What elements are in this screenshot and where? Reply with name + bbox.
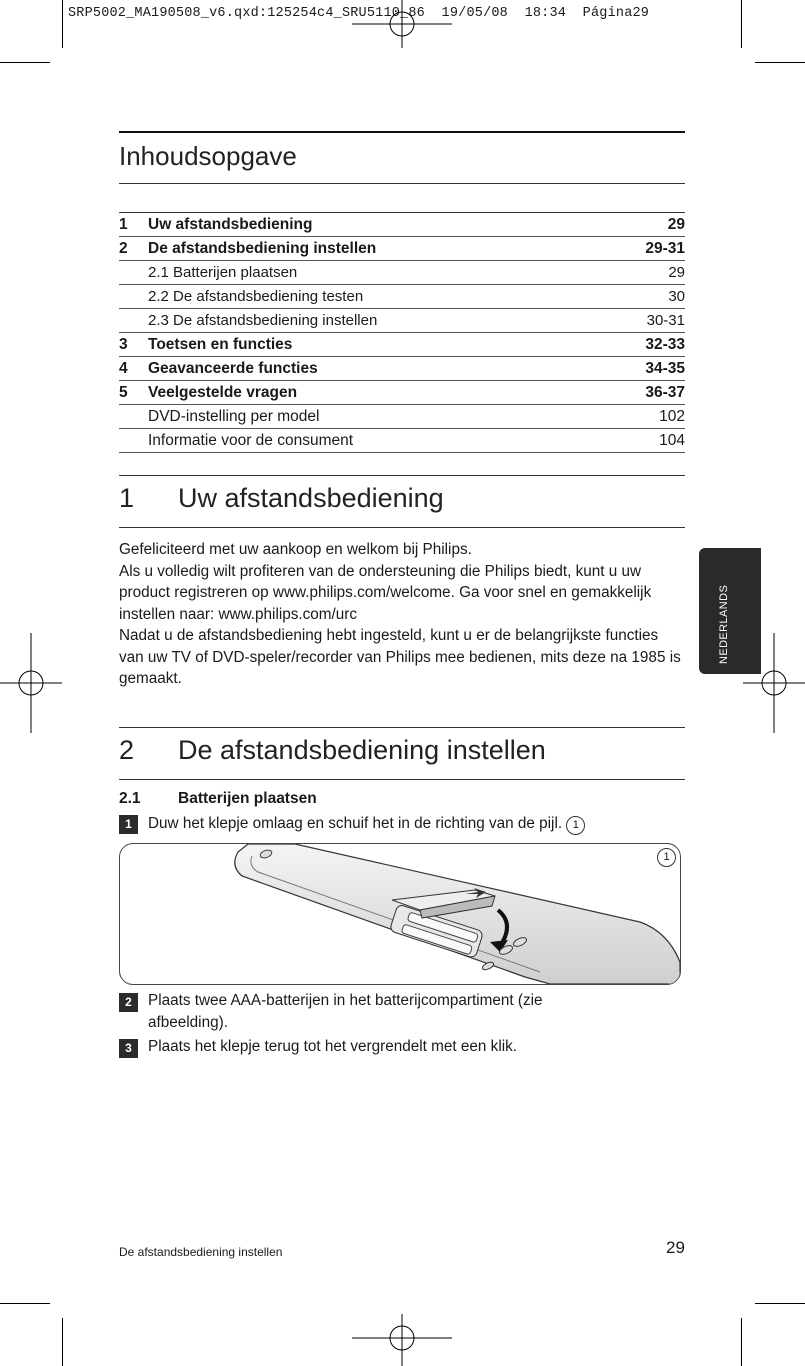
section1-bottom-rule [119,527,685,528]
toc-row: 3 Toetsen en functies 32-33 [119,333,685,357]
section1-body [119,539,685,690]
section2-number: 2 [119,735,135,765]
page-number: 29 [666,1238,685,1257]
section1-title: Uw afstandsbediening [178,483,444,513]
remote-control-drawing [120,844,680,984]
title-bottom-rule [119,183,685,184]
step-text: Plaats twee AAA-batterijen in het batterijcompartiment (zie afbeelding). [148,992,543,1031]
section2-bottom-rule [119,779,685,780]
printer-slug: SRP5002_MA190508_v6.qxd:125254c4_SRU5110_86 19/05/08 18:34 Página29 [68,6,650,21]
section1-top-rule [119,475,685,476]
section1-number: 1 [119,483,135,513]
language-tab-label: NEDERLANDS [718,584,730,664]
step-number-badge: 3 [119,1039,138,1058]
table-of-contents [119,212,685,453]
contents-title: Inhoudsopgave [119,141,297,171]
subsection-title: Batterijen plaatsen [178,790,317,807]
paragraph: Nadat u de afstandsbediening hebt ingesteld, kunt u er de belangrijkste functies van uw TV of DVD-speler/recorder van Philips mee bedienen, mits deze na 1985 is gemaakt. [119,627,681,687]
toc-row: 2.2 De afstandsbediening testen 30 [119,285,685,309]
toc-row: 1 Uw afstandsbediening 29 [119,213,685,237]
toc-row: 5 Veelgestelde vragen 36-37 [119,381,685,405]
paragraph: Gefeliciteerd met uw aankoop en welkom bij Philips. [119,541,472,558]
step-text: Duw het klepje omlaag en schuif het in de richting van de pijl. 1 [148,813,688,835]
toc-row: 2 De afstandsbediening instellen 29-31 [119,237,685,261]
toc-row: 2.3 De afstandsbediening instellen 30-31 [119,309,685,333]
toc-row: 4 Geavanceerde functies 34-35 [119,357,685,381]
step-text: Plaats het klepje terug tot het vergrendelt met een klik. [148,1038,518,1055]
section2-top-rule [119,727,685,728]
title-top-rule [119,131,685,133]
running-footer: De afstandsbediening instellen [119,1245,283,1259]
step-number-badge: 1 [119,815,138,834]
figure-ref-badge: 1 [566,816,585,835]
paragraph: Als u volledig wilt profiteren van de ondersteuning die Philips biedt, kunt u uw product registreren op www.philips.com/welcome. Ga voor snel en gemakkelijk instellen naar: www.philips.com/urc [119,562,652,623]
toc-row: 2.1 Batterijen plaatsen 29 [119,261,685,285]
toc-row: Informatie voor de consument 104 [119,429,685,453]
battery-illustration [119,843,681,985]
figure-label-badge: 1 [657,848,676,867]
subsection-number: 2.1 [119,790,141,807]
section2-title: De afstandsbediening instellen [178,735,546,765]
toc-row: DVD-instelling per model 102 [119,405,685,429]
language-tab [699,548,761,674]
step-number-badge: 2 [119,993,138,1012]
